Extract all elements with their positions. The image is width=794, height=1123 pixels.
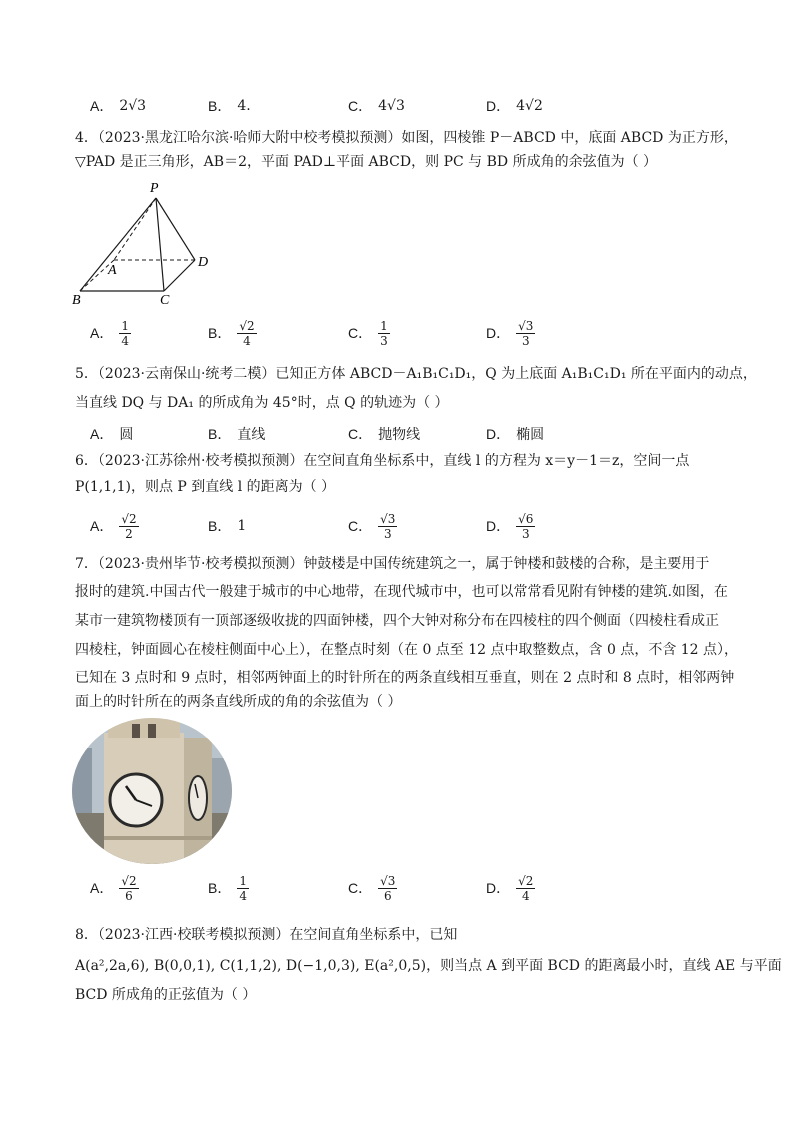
q8-line-3: BCD 所成角的正弦值为（ ）	[75, 987, 257, 1003]
q5-option-a: A． 圆	[90, 426, 134, 443]
q4-option-d: D． $\frac{√3}{3}$	[486, 318, 534, 348]
label-p: P	[150, 181, 159, 196]
q7-option-a: A． $\frac{√2}{6}$	[90, 873, 137, 903]
q6-option-a: A． $\frac{√2}{2}$	[90, 511, 137, 541]
edge-pa	[114, 198, 156, 260]
label-b: B	[72, 293, 81, 306]
q3-option-c: C． 4√3	[348, 98, 405, 114]
q4-line-2: ▽PAD 是正三角形，AB＝2，平面 PAD⊥平面 ABCD，则 PC 与 BD 所成角的余弦值为（ ）	[75, 154, 658, 170]
q3-option-b: B． 4.	[208, 98, 251, 114]
q6-options	[90, 506, 730, 546]
q7-line-3: 某市一建筑物楼顶有一顶部逐级收拢的四面钟楼，四个大钟对称分布在四棱柱的四个侧面（四棱柱看成正	[75, 613, 719, 629]
pyramid-figure	[70, 178, 220, 306]
q5-option-b: B． 直线	[208, 426, 266, 443]
q7-line-2: 报时的建筑.中国古代一般建于城市的中心地带，在现代城市中，也可以常常看见附有钟楼的建筑.如图，在	[75, 584, 728, 600]
q8-line-2: A(a²,2a,6), B(0,0,1), C(1,1,2), D(−1,0,3), E(a²,0,5)，则当点 A 到平面 BCD 的距离最小时，直线 AE 与平面	[75, 958, 782, 974]
q7-line-6: 面上的时针所在的两条直线所成的角的余弦值为（ ）	[75, 694, 402, 710]
q7-option-b: B． $\frac{1}{4}$	[208, 873, 247, 903]
q6-line-2: P(1,1,1)，则点 P 到直线 l 的距离为（ ）	[75, 479, 336, 495]
q5-line-2: 当直线 DQ 与 DA₁ 的所成角为 45°时，点 Q 的轨迹为（ ）	[75, 395, 449, 411]
edge-pb	[80, 198, 156, 291]
q5-line-1: 5．（2023·云南保山·统考二模）已知正方体 ABCD－A₁B₁C₁D₁，Q 为上底面 A₁B₁C₁D₁ 所在平面内的动点，	[75, 366, 757, 382]
q7-line-5: 已知在 3 点时和 9 点时，相邻两钟面上的时针所在的两条直线相互垂直，则在 2 点时和 8 点时，相邻两钟	[75, 670, 735, 686]
q7-line-1: 7．（2023·贵州毕节·校考模拟预测）钟鼓楼是中国传统建筑之一，属于钟楼和鼓楼的合称，是主要用于	[75, 556, 710, 572]
label-c: C	[160, 293, 170, 306]
q7-options	[90, 868, 730, 908]
q7-option-c: C． $\frac{√3}{6}$	[348, 873, 396, 903]
q8-line-1: 8．（2023·江西·校联考模拟预测）在空间直角坐标系中，已知	[75, 927, 458, 943]
q7-option-d: D． $\frac{√2}{4}$	[486, 873, 534, 903]
label-a: A	[108, 263, 117, 278]
q5-option-c: C． 抛物线	[348, 426, 421, 443]
q4-option-c: C． $\frac{1}{3}$	[348, 318, 388, 348]
clock-tower-photo	[72, 718, 232, 864]
q6-option-c: C． $\frac{√3}{3}$	[348, 511, 396, 541]
q5-options	[90, 414, 730, 454]
edge-pc	[156, 198, 164, 291]
edge-pd	[156, 198, 195, 260]
q6-option-d: D． $\frac{√6}{3}$	[486, 511, 534, 541]
q4-option-a: A． $\frac{1}{4}$	[90, 318, 129, 348]
q3-option-d: D． 4√2	[486, 98, 543, 114]
q4-option-b: B． $\frac{√2}{4}$	[208, 318, 255, 348]
label-d: D	[198, 255, 209, 270]
q4-options	[90, 313, 730, 353]
edge-cd	[164, 260, 195, 291]
q7-line-4: 四棱柱，钟面圆心在棱柱侧面中心上），在整点时刻（在 0 点至 12 点中取整数点，含 0 点，不含 12 点），	[75, 642, 739, 658]
q3-options	[90, 86, 730, 126]
q6-option-b: B． 1	[208, 518, 247, 534]
q3-option-a: A． 2√3	[90, 98, 147, 114]
q4-line-1: 4．（2023·黑龙江哈尔滨·哈师大附中校考模拟预测）如图，四棱锥 P－ABCD 中，底面 ABCD 为正方形，	[75, 130, 738, 146]
q6-line-1: 6．（2023·江苏徐州·校考模拟预测）在空间直角坐标系中，直线 l 的方程为 x＝y－1＝z，空间一点	[75, 453, 690, 469]
q5-option-d: D． 椭圆	[486, 426, 545, 443]
